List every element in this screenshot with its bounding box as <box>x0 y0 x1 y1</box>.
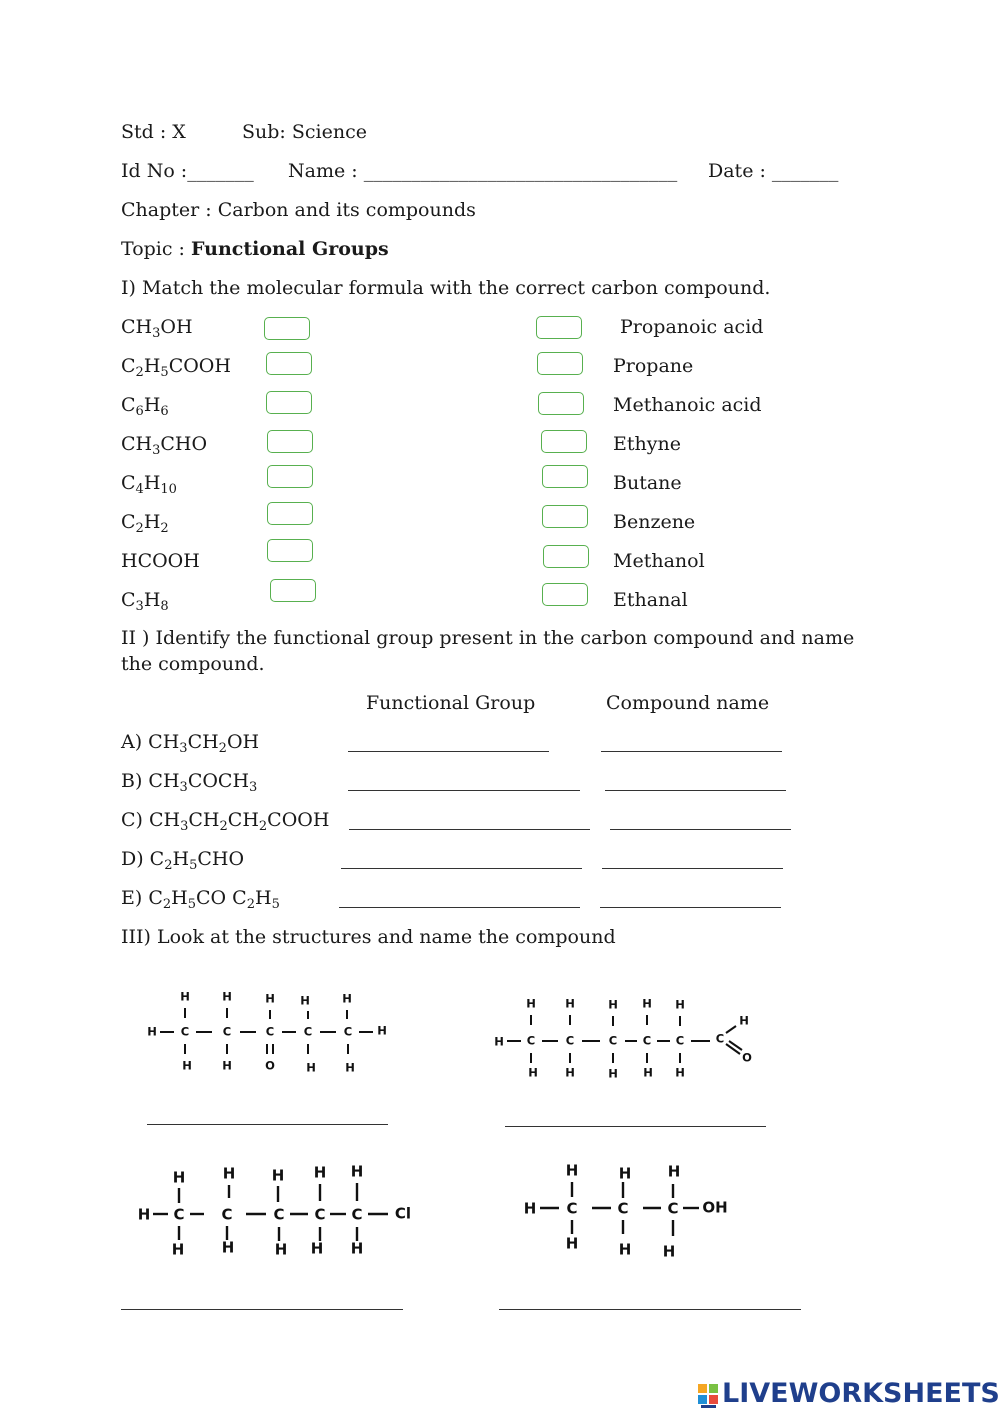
formula-item: $C_6H_6$ <box>121 394 169 419</box>
atom-h: H <box>565 1065 575 1080</box>
compound-item: Methanoic acid <box>613 394 762 416</box>
functional-group-answer-line[interactable] <box>339 907 580 908</box>
atom-o: O <box>742 1050 752 1065</box>
atom-h: H <box>345 1060 355 1075</box>
atom-h: H <box>675 997 685 1012</box>
atom-c: C <box>273 1205 285 1224</box>
atom-h: H <box>137 1205 151 1224</box>
left-answer-box[interactable] <box>264 317 310 340</box>
atom-c: C <box>565 1033 575 1048</box>
atom-c: C <box>303 1024 313 1039</box>
left-answer-box[interactable] <box>266 352 312 375</box>
left-answer-box[interactable] <box>267 465 313 488</box>
atom-h: H <box>313 1163 327 1182</box>
section2-title-line1: II ) Identify the functional group present in the carbon compound and name <box>121 627 855 649</box>
structure-3 <box>132 1160 432 1260</box>
std-label: Std : X <box>121 121 186 143</box>
topic-prefix: Topic : <box>121 238 191 260</box>
atom-o: O <box>265 1058 275 1073</box>
atom-c: C <box>642 1033 652 1048</box>
atom-h: H <box>526 996 536 1011</box>
atom-h: H <box>350 1162 364 1181</box>
right-answer-box[interactable] <box>542 505 588 528</box>
compound-name-answer-line[interactable] <box>600 907 781 908</box>
atom-h: H <box>222 1058 232 1073</box>
atom-c: C <box>667 1199 679 1218</box>
section2-title-line2: the compound. <box>121 653 265 675</box>
brand-name: LIVEWORKSHEETS <box>722 1378 1000 1409</box>
chapter-label: Chapter : Carbon and its compounds <box>121 199 476 221</box>
atom-h: H <box>618 1240 632 1259</box>
atom-h: H <box>662 1242 676 1261</box>
right-answer-box[interactable] <box>542 465 588 488</box>
atom-h: H <box>608 997 618 1012</box>
left-answer-box[interactable] <box>267 502 313 525</box>
column-functional-group: Functional Group <box>366 692 536 714</box>
section3-title: III) Look at the structures and name the compound <box>121 926 616 948</box>
answer-line-structure-4[interactable] <box>499 1309 801 1310</box>
compound-item: Ethanal <box>613 589 688 611</box>
section2-compound-formula: B) $CH_3COCH_3$ <box>121 770 258 795</box>
atom-h: H <box>306 1060 316 1075</box>
atom-c: C <box>180 1024 190 1039</box>
right-answer-box[interactable] <box>538 392 584 415</box>
column-compound-name: Compound name <box>606 692 770 714</box>
left-answer-box[interactable] <box>267 539 313 562</box>
section2-compound-formula: C) $CH_3CH_2CH_2COOH$ <box>121 809 330 834</box>
atom-h: H <box>523 1199 537 1218</box>
section1-title: I) Match the molecular formula with the correct carbon compound. <box>121 277 771 299</box>
atom-h: H <box>221 1238 235 1257</box>
atom-h: H <box>377 1023 387 1038</box>
atom-h: H <box>265 991 275 1006</box>
atom-c: C <box>526 1033 536 1048</box>
section2-compound-formula: D) $C_2H_5CHO$ <box>121 848 245 873</box>
atom-cl: Cl <box>394 1204 412 1223</box>
left-answer-box[interactable] <box>270 579 316 602</box>
answer-line-structure-1[interactable] <box>147 1124 388 1125</box>
formula-item: $CH_3OH$ <box>121 316 193 341</box>
atom-c: C <box>675 1033 685 1048</box>
atom-c: C <box>314 1205 326 1224</box>
name-label: Name : _________________________________ <box>288 160 678 182</box>
compound-item: Propanoic acid <box>620 316 764 338</box>
right-answer-box[interactable] <box>536 316 582 339</box>
structure-2 <box>490 995 770 1085</box>
atom-c: C <box>566 1199 578 1218</box>
atom-h: H <box>494 1034 504 1049</box>
atom-h: H <box>271 1166 285 1185</box>
right-answer-box[interactable] <box>543 545 589 568</box>
topic-label <box>121 238 389 260</box>
atom-h: H <box>618 1164 632 1183</box>
structure-4 <box>515 1158 755 1261</box>
atom-c: C <box>351 1205 363 1224</box>
atom-c: C <box>265 1024 275 1039</box>
atom-h: H <box>222 989 232 1004</box>
atom-h: H <box>147 1024 157 1039</box>
compound-name-answer-line[interactable] <box>602 868 783 869</box>
atom-h: H <box>182 1058 192 1073</box>
compound-item: Propane <box>613 355 694 377</box>
atom-h: H <box>180 989 190 1004</box>
functional-group-answer-line[interactable] <box>349 829 590 830</box>
atom-h: H <box>274 1240 288 1259</box>
compound-item: Methanol <box>613 550 705 572</box>
atom-h: H <box>310 1239 324 1258</box>
formula-item: $C_4H_{10}$ <box>121 472 177 497</box>
atom-c: C <box>608 1033 618 1048</box>
atom-h: H <box>172 1168 186 1187</box>
atom-h: H <box>565 1234 579 1253</box>
formula-item: $C_3H_8$ <box>121 589 169 614</box>
atom-h: H <box>528 1065 538 1080</box>
atom-h: H <box>350 1239 364 1258</box>
atom-c: C <box>173 1205 185 1224</box>
functional-group-answer-line[interactable] <box>348 751 549 752</box>
compound-name-answer-line[interactable] <box>601 751 782 752</box>
structure-1 <box>140 988 400 1078</box>
compound-name-answer-line[interactable] <box>605 790 786 791</box>
functional-group-answer-line[interactable] <box>348 790 580 791</box>
atom-h: H <box>222 1164 236 1183</box>
compound-name-answer-line[interactable] <box>610 829 791 830</box>
compound-item: Butane <box>613 472 682 494</box>
atom-c: C <box>715 1031 725 1046</box>
left-answer-box[interactable] <box>267 430 313 453</box>
formula-item: $CH_3CHO$ <box>121 433 208 458</box>
topic-title: Functional Groups <box>191 238 389 260</box>
right-answer-box[interactable] <box>542 583 588 606</box>
atom-h: H <box>675 1065 685 1080</box>
liveworksheets-logo-icon <box>697 1378 721 1412</box>
subject-label: Sub: Science <box>242 121 367 143</box>
atom-oh: OH <box>702 1198 728 1217</box>
atom-c: C <box>617 1199 629 1218</box>
atom-c: C <box>221 1205 233 1224</box>
atom-h: H <box>667 1162 681 1181</box>
atom-h: H <box>608 1066 618 1081</box>
atom-h: H <box>739 1013 749 1028</box>
date-label: Date : _______ <box>708 160 839 182</box>
atom-h: H <box>565 1161 579 1180</box>
atom-c: C <box>343 1024 353 1039</box>
atom-h: H <box>643 1065 653 1080</box>
right-answer-box[interactable] <box>541 430 587 453</box>
atom-h: H <box>171 1240 185 1259</box>
right-answer-box[interactable] <box>537 352 583 375</box>
atom-c: C <box>222 1024 232 1039</box>
atom-h: H <box>642 996 652 1011</box>
left-answer-box[interactable] <box>266 391 312 414</box>
functional-group-answer-line[interactable] <box>341 868 582 869</box>
atom-h: H <box>300 993 310 1008</box>
section2-compound-formula: E) $C_2H_5CO$ $C_2H_5$ <box>121 887 280 912</box>
formula-item: $C_2H_5COOH$ <box>121 355 231 380</box>
formula-item: HCOOH <box>121 550 200 572</box>
atom-h: H <box>565 996 575 1011</box>
section2-compound-formula: A) $CH_3CH_2OH$ <box>121 731 260 756</box>
atom-h: H <box>342 991 352 1006</box>
formula-item: $C_2H_2$ <box>121 511 169 536</box>
answer-line-structure-3[interactable] <box>121 1309 403 1310</box>
answer-line-structure-2[interactable] <box>505 1126 766 1127</box>
id-label: Id No :_______ <box>121 160 254 182</box>
compound-item: Ethyne <box>613 433 681 455</box>
compound-item: Benzene <box>613 511 696 533</box>
